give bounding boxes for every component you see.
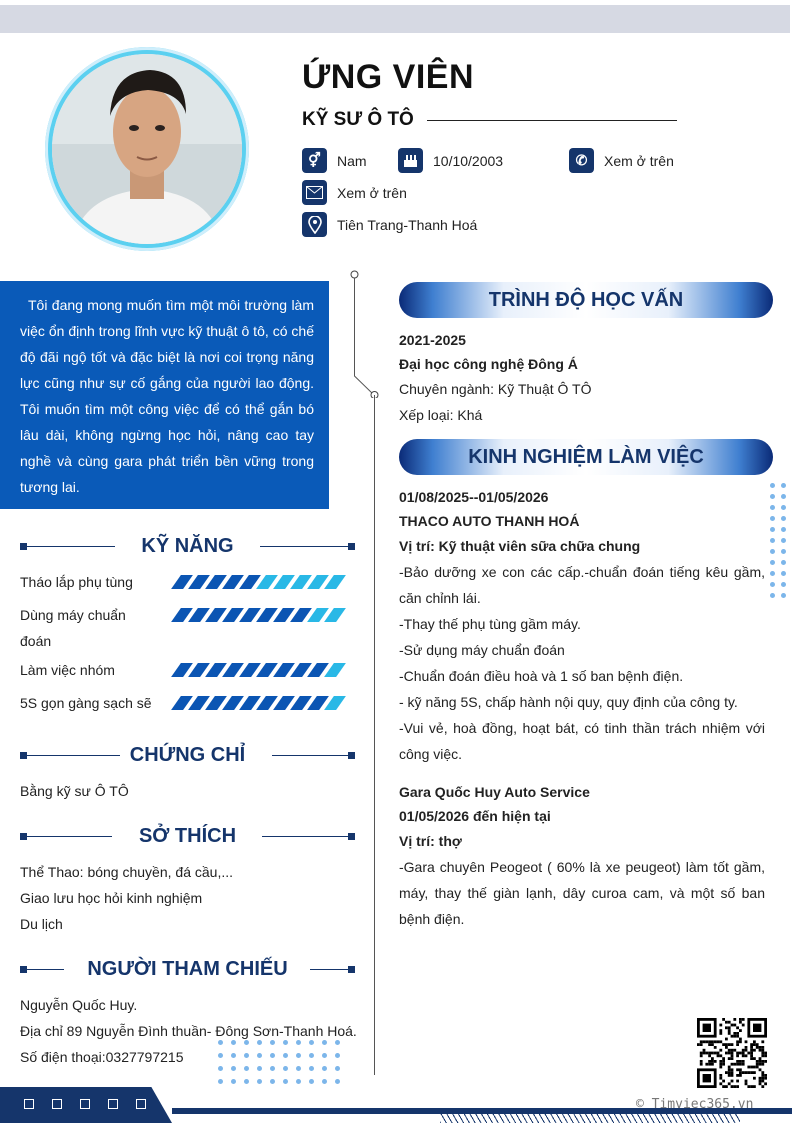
hobby-item: Du lịch [20,916,63,932]
skill-level-bar-0 [176,575,346,589]
job-period: 01/08/2025--01/05/2026 [399,489,549,505]
skill-name: Tháo lắp phụ tùng [20,574,133,590]
skill-name: Dùng máy chuẩn đoán [20,607,126,649]
job-duty: -Gara chuyên Peogeot ( 60% là xe peugeot) làm tốt gầm, máy, thay thế giàn lạnh, dây curoa cam, và một số ban bệnh điện. [399,859,765,927]
reference-phone: Số điện thoại:0327797215 [20,1049,184,1065]
education-period: 2021-2025 [399,332,466,348]
education-title: TRÌNH ĐỘ HỌC VẤN [488,289,684,311]
dob-row [398,148,503,173]
job-duty: -Bảo dưỡng xe con các cấp.-chuẩn đoán tiếng kêu gầm, căn chỉnh lái. [399,564,765,606]
education-school: Đại học công nghệ Đông Á [399,356,578,372]
job-duty: -Sử dụng máy chuẩn đoán [399,642,565,658]
certificates-title: CHỨNG CHỈ [129,744,246,766]
email-row [302,180,407,205]
hobby-item: Thể Thao: bóng chuyền, đá cầu,... [20,864,234,880]
gender-icon: ⚥ [302,148,327,173]
job-duty: -Thay thế phụ tùng gầm máy. [399,616,581,632]
certificates-heading [20,744,355,768]
reference-address: Địa chỉ 89 Nguyễn Đình thuần- Đông Sơn-Thanh Hoá. [20,1023,357,1039]
copyright-text: © Timviec365.vn [636,1097,754,1112]
avatar [52,54,242,244]
qr-code [697,1018,767,1088]
role-divider [427,120,677,121]
hobby-item: Giao lưu học hỏi kinh nghiệm [20,890,203,906]
map-pin-icon [302,212,327,237]
dob-value: 10/10/2003 [433,152,504,169]
skills-heading [20,535,355,559]
candidate-role: KỸ SƯ Ô TÔ [302,109,414,130]
skill-name: 5S gọn gàng sạch sẽ [20,695,152,711]
footer-square [24,1099,34,1109]
experience-title: KINH NGHIỆM LÀM VIỆC [468,446,704,468]
envelope-icon [302,180,327,205]
phone-value: Xem ở trên [604,152,674,169]
skill-level-bar-3 [176,696,346,710]
references-heading [20,958,355,982]
phone-row [569,148,674,173]
job-period: 01/05/2026 đến hiện tại [399,808,551,824]
experience-banner [399,439,773,475]
top-bar [0,5,790,33]
footer-square [108,1099,118,1109]
job-duty: -Vui vẻ, hoà đồng, hoạt bát, có tinh thần trách nhiệm với công việc. [399,720,765,762]
education-major: Chuyên ngành: Kỹ Thuật Ô TÔ [399,381,592,397]
job-position: Vị trí: thợ [399,833,462,849]
references-title: NGƯỜI THAM CHIẾU [87,958,288,980]
skill-level-bar-2 [176,663,346,677]
skills-title: KỸ NĂNG [141,535,234,557]
hobbies-heading [20,825,355,849]
phone-icon: ✆ [569,148,594,173]
candidate-name: ỨNG VIÊN [302,58,475,96]
job-company: THACO AUTO THANH HOÁ [399,513,580,529]
skill-name: Làm việc nhóm [20,662,115,678]
birthday-cake-icon [398,148,423,173]
hobbies-title: SỞ THÍCH [138,825,237,847]
address-value: Tiên Trang-Thanh Hoá [337,216,478,233]
address-row [302,212,477,237]
footer-square [80,1099,90,1109]
education-banner [399,282,773,318]
certificate-item: Bằng kỹ sư Ô TÔ [20,783,129,799]
timeline-connector [340,268,385,398]
education-rank: Xếp loại: Khá [399,407,483,423]
footer-square [52,1099,62,1109]
timeline-line [374,395,375,1075]
career-objective: Tôi đang mong muốn tìm một môi trường làm việc ổn định trong lĩnh vực kỹ thuật ô tô, có chế độ đãi ngộ tốt và đặc biệt là nơi coi trọng năng lực cũng như sự cố gắng của người lao động. Tôi muốn tìm một công việc để có thể gắn bó lâu dài, không ngừng học hỏi, nâng cao tay nghề và cùng gara phát triển bền vững trong tương lai. [0,281,329,509]
footer-square [136,1099,146,1109]
job-duty: - kỹ năng 5S, chấp hành nội quy, quy định của công ty. [399,694,738,710]
reference-name: Nguyễn Quốc Huy. [20,997,138,1013]
gender-value: Nam [337,152,367,169]
email-value: Xem ở trên [337,184,407,201]
skill-level-bar-1 [176,608,346,622]
footer-hatch [440,1113,740,1123]
gender-row [302,148,367,173]
job-duty: -Chuẩn đoán điều hoà và 1 số ban bệnh điện. [399,668,684,684]
job-company: Gara Quốc Huy Auto Service [399,784,590,800]
job-position: Vị trí: Kỹ thuật viên sữa chữa chung [399,538,641,554]
